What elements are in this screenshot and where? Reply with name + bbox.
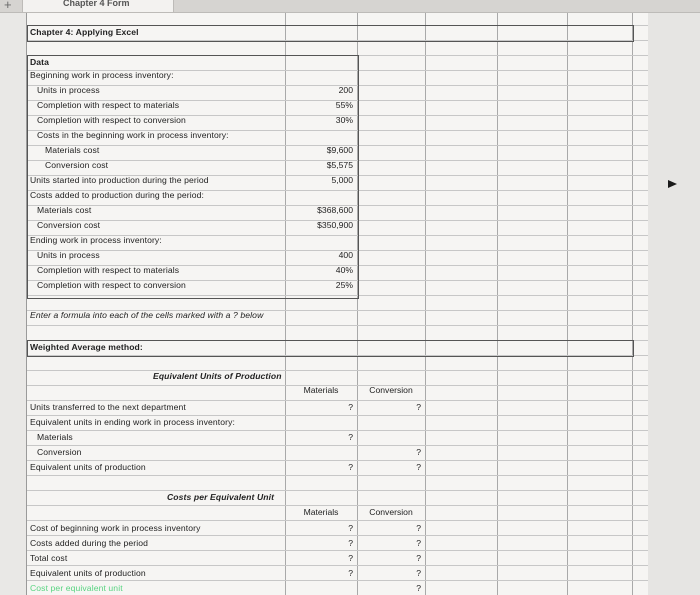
cost-per-eu-conversion[interactable]: ? [416,583,421,593]
costs-added-label: Costs added to production during the period: [30,190,205,200]
materials-cost-value[interactable]: $9,600 [326,145,353,155]
eu-ending-materials-label: Materials [37,432,73,442]
costs-added-conversion[interactable]: ? [416,538,421,548]
costs-added-materials[interactable]: ? [348,538,353,548]
completion-conversion-label: Completion with respect to conversion [37,115,186,125]
completion-materials-value[interactable]: 55% [335,100,353,110]
cost-beginning-materials[interactable]: ? [348,523,353,533]
end-completion-materials-label: Completion with respect to materials [37,265,180,275]
eu-production-materials[interactable]: ? [348,462,353,472]
costs-beginning-label: Costs in the beginning work in process inventory: [37,130,229,140]
cost-beginning-label: Cost of beginning work in process inventory [30,523,201,533]
eu-production-label: Equivalent units of production [30,462,146,472]
ending-wip-label: Ending work in process inventory: [30,235,162,245]
cpeu-col-materials: Materials [303,507,339,517]
cpeu-eu-production-label: Equivalent units of production [30,568,146,578]
beginning-wip-label: Beginning work in process inventory: [30,70,174,80]
completion-conversion-value[interactable]: 30% [335,115,353,125]
sheet-tab-bar [0,0,700,13]
instruction-text: Enter a formula into each of the cells marked with a ? below [30,310,264,320]
eup-col-materials: Materials [303,385,339,395]
cpeu-eu-production-conversion[interactable]: ? [416,568,421,578]
cpeu-col-conversion: Conversion [369,507,413,517]
conversion-cost-value[interactable]: $5,575 [326,160,353,170]
eu-ending-materials-value[interactable]: ? [348,432,353,442]
eu-ending-conversion-label: Conversion [37,447,82,457]
data-heading: Data [30,57,50,67]
cost-per-eu-label: Cost per equivalent unit [30,583,123,593]
added-conversion-cost-value[interactable]: $350,900 [317,220,353,230]
total-cost-label: Total cost [30,553,68,563]
end-completion-materials-value[interactable]: 40% [335,265,353,275]
materials-cost-label: Materials cost [45,145,100,155]
cost-beginning-conversion[interactable]: ? [416,523,421,533]
sheet-title: Chapter 4: Applying Excel [30,27,139,37]
added-materials-cost-value[interactable]: $368,600 [317,205,353,215]
units-transferred-materials[interactable]: ? [348,402,353,412]
conversion-cost-label: Conversion cost [45,160,109,170]
costs-added-period-label: Costs added during the period [30,538,149,548]
completion-materials-label: Completion with respect to materials [37,100,180,110]
eu-ending-conversion-value[interactable]: ? [416,447,421,457]
mouse-pointer-icon [668,180,677,188]
units-transferred-conversion[interactable]: ? [416,402,421,412]
right-margin-pane [648,13,700,595]
units-started-label: Units started into production during the period [30,175,209,185]
tab-chapter-4-form[interactable]: Chapter 4 Form [22,0,174,12]
eu-production-conversion[interactable]: ? [416,462,421,472]
units-started-value[interactable]: 5,000 [331,175,353,185]
units-transferred-label: Units transferred to the next department [30,402,186,412]
eup-col-conversion: Conversion [369,385,413,395]
spreadsheet-grid[interactable] [26,13,649,595]
end-units-in-process-label: Units in process [37,250,100,260]
total-cost-materials[interactable]: ? [348,553,353,563]
add-sheet-icon[interactable]: + [4,0,12,12]
cpeu-heading: Costs per Equivalent Unit [167,492,275,502]
total-cost-conversion[interactable]: ? [416,553,421,563]
eup-heading: Equivalent Units of Production [153,371,282,381]
method-heading: Weighted Average method: [30,342,143,352]
added-conversion-cost-label: Conversion cost [37,220,101,230]
units-in-process-label: Units in process [37,85,100,95]
end-completion-conversion-value[interactable]: 25% [335,280,353,290]
end-completion-conversion-label: Completion with respect to conversion [37,280,186,290]
end-units-in-process-value[interactable]: 400 [338,250,353,260]
added-materials-cost-label: Materials cost [37,205,92,215]
units-in-process-value[interactable]: 200 [338,85,353,95]
eu-ending-label: Equivalent units in ending work in process inventory: [30,417,235,427]
cpeu-eu-production-materials[interactable]: ? [348,568,353,578]
